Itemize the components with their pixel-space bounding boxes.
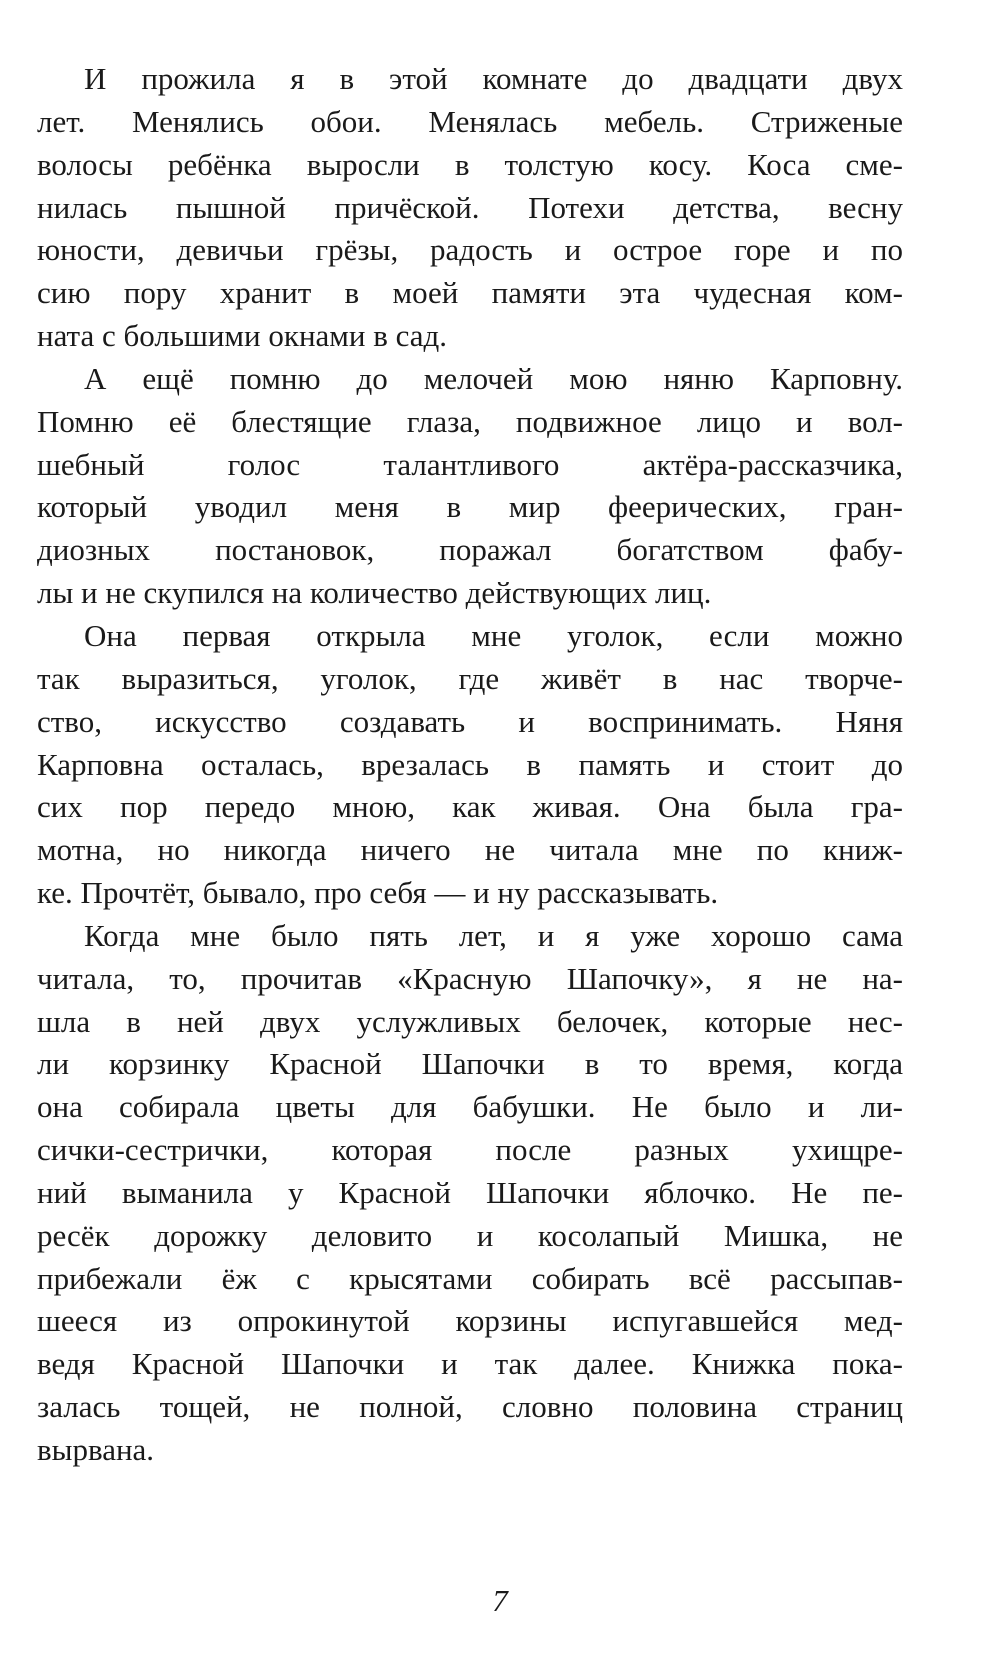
text-line: ке. Прочтёт, бывало, про себя — и ну рассказывать.	[37, 875, 719, 911]
text-line: Когда мне было пять лет, и я уже хорошо сама	[84, 917, 903, 953]
text-line: она собирала цветы для бабушки. Не было и ли-	[37, 1089, 903, 1125]
text-line: так выразиться, уголок, где живёт в нас творче-	[37, 660, 903, 696]
text-line: прибежали ёж с крысятами собирать всё рассыпав-	[37, 1260, 903, 1296]
text-line: лет. Менялись обои. Менялась мебель. Стриженые	[37, 103, 903, 139]
text-line: диозных постановок, поражал богатством фабу-	[37, 532, 903, 568]
text-line: шееся из опрокинутой корзины испугавшейся мед-	[37, 1303, 903, 1339]
text-line: волосы ребёнка выросли в толстую косу. Коса сме-	[37, 146, 903, 182]
text-line: ний выманила у Красной Шапочки яблочко. Не пе-	[37, 1174, 903, 1210]
text-line: ство, искусство создавать и воспринимать. Няня	[37, 703, 903, 739]
text-line: А ещё помню до мелочей мою няню Карповну.	[84, 360, 903, 396]
text-line: лы и не скупился на количество действующих лиц.	[37, 575, 712, 611]
text-line: И прожила я в этой комнате до двадцати двух	[84, 61, 903, 96]
text-line: нилась пышной причёской. Потехи детства, весну	[37, 189, 903, 225]
text-line: который уводил меня в мир феерических, гран-	[37, 489, 903, 525]
text-line: вырвана.	[37, 1432, 155, 1467]
paragraph	[37, 615, 903, 915]
page-number: 7	[492, 1583, 508, 1618]
text-line: юности, девичьи грёзы, радость и острое горе и по	[37, 232, 903, 268]
text-line: шебный голос талантливого актёра-рассказчика,	[37, 446, 903, 482]
text-line: Она первая открыла мне уголок, если можно	[84, 617, 903, 653]
text-line: ведя Красной Шапочки и так далее. Книжка пока-	[37, 1346, 903, 1382]
text-line: сию пору хранит в моей памяти эта чудесная ком-	[37, 275, 903, 311]
text-line: читала, то, прочитав «Красную Шапочку», я не на-	[37, 960, 903, 996]
text-line: залась тощей, не полной, словно половина страниц	[37, 1389, 903, 1425]
text-line: ната с большими окнами в сад.	[37, 318, 448, 354]
text-line: Карповна осталась, врезалась в память и стоит до	[37, 746, 903, 782]
paragraph	[37, 358, 903, 615]
text-line: сички-сестрички, которая после разных ухищре-	[37, 1132, 903, 1168]
text-line: ли корзинку Красной Шапочки в то время, когда	[37, 1046, 903, 1082]
text-line: ресёк дорожку деловито и косолапый Мишка, не	[37, 1217, 903, 1253]
text-line: шла в ней двух услужливых белочек, которые нес-	[37, 1003, 903, 1039]
paragraph	[37, 915, 903, 1472]
text-line: Помню её блестящие глаза, подвижное лицо и вол-	[37, 403, 903, 439]
page-body	[37, 58, 903, 1472]
text-line: сих пор передо мною, как живая. Она была гра-	[37, 789, 903, 825]
text-line: мотна, но никогда ничего не читала мне по книж-	[37, 832, 903, 868]
paragraph	[37, 58, 903, 358]
